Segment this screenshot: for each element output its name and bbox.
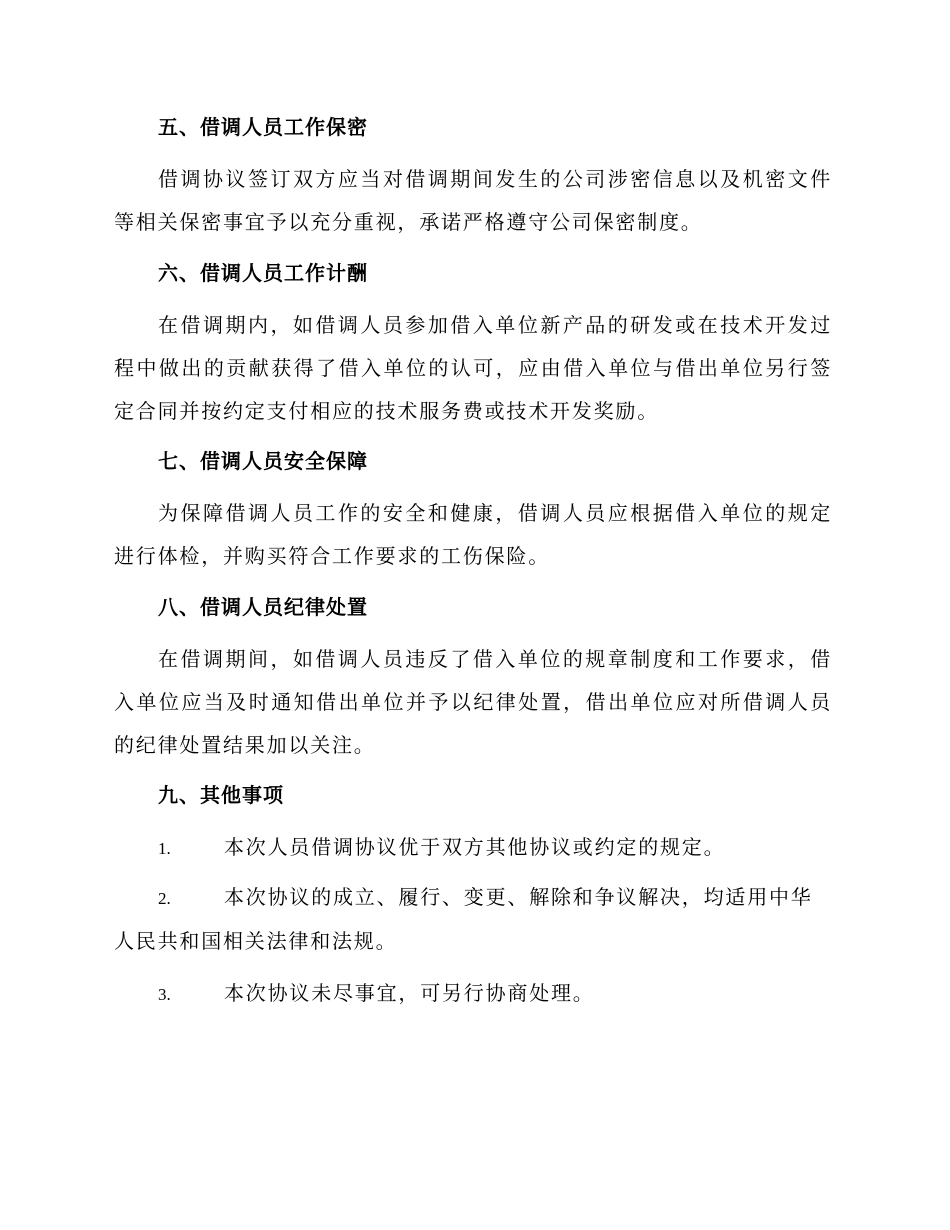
section-heading-8: 八、借调人员纪律处置 [158,595,368,619]
list-item-text: 本次协议未尽事宜，可另行协商处理。 [224,981,595,1005]
section-heading-6: 六、借调人员工作计酬 [158,261,368,285]
section-heading-9: 九、其他事项 [158,783,284,807]
section-paragraph-6: 在借调期内，如借调人员参加借入单位新产品的研发或在技术开发过程中做出的贡献获得了借入单位的认可，应由借入单位与借出单位另行签定合同并按约定支付相应的技术服务费或技术开发奖励。 [114,313,832,423]
section-heading-5: 五、借调人员工作保密 [158,115,368,139]
section-paragraph-8: 在借调期间，如借调人员违反了借入单位的规章制度和工作要求，借入单位应当及时通知借出单位并予以纪律处置，借出单位应对所借调人员的纪律处置结果加以关注。 [114,647,832,757]
list-item-number: 3. [158,985,171,1004]
list-item-text: 本次协议的成立、履行、变更、解除和争议解决，均适用中华人民共和国相关法律和法规。 [114,885,813,953]
list-item-number: 2. [158,889,171,908]
list-item [114,826,832,870]
list-item [114,972,832,1016]
list-item-number: 1. [158,839,171,858]
list-item-text: 本次人员借调协议优于双方其他协议或约定的规定。 [224,835,726,859]
section-paragraph-5: 借调协议签订双方应当对借调期间发生的公司涉密信息以及机密文件等相关保密事宜予以充分重视，承诺严格遵守公司保密制度。 [114,167,832,234]
section-heading-7: 七、借调人员安全保障 [158,449,368,473]
section-paragraph-7: 为保障借调人员工作的安全和健康，借调人员应根据借入单位的规定进行体检，并购买符合工作要求的工伤保险。 [114,501,832,568]
list-item [114,876,832,963]
